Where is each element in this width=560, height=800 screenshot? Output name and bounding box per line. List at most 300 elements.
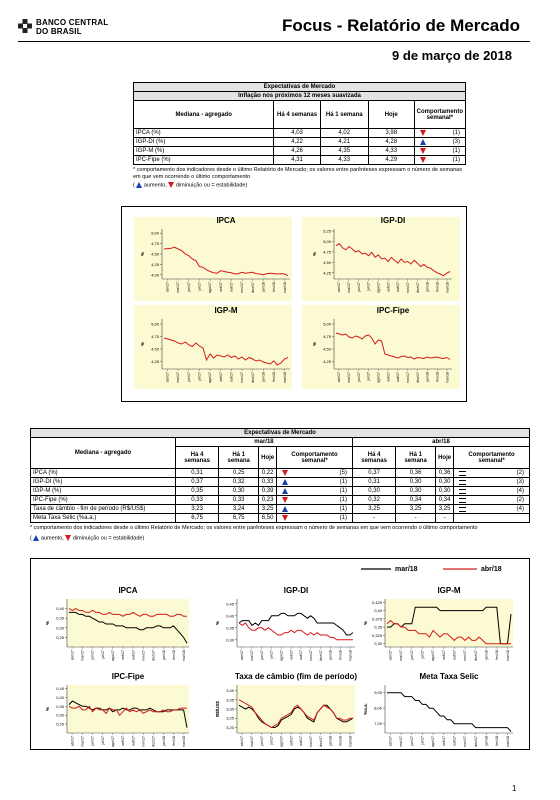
weekly-behavior-abr <box>454 478 530 487</box>
y-tick-label: 4,50 <box>323 346 331 352</box>
x-tick-label: fev/18 <box>338 650 343 660</box>
weekly-behavior <box>414 147 465 156</box>
value-1w: 4,35 <box>320 147 368 156</box>
trend-count: (1) <box>452 148 460 154</box>
value-today-mar: 0,23 <box>259 496 277 505</box>
indicator-name: IPC-Fipe (%) <box>31 496 176 505</box>
value-today: 4,33 <box>368 147 414 156</box>
chart-tile-background <box>134 217 292 301</box>
chart-igp-m <box>363 586 513 661</box>
table-row <box>134 138 466 147</box>
y-tick-label: 5,25 <box>323 228 331 234</box>
down-triangle-icon <box>282 497 288 503</box>
chart-title: IPC-Fipe <box>111 672 145 681</box>
x-tick-label: jun/17 <box>90 650 95 660</box>
x-tick-label: mar/18 <box>348 736 353 748</box>
x-tick-label: mar/18 <box>505 736 510 748</box>
trend-count: (1) <box>339 479 347 485</box>
value-1w-abr: 0,36 <box>396 469 436 478</box>
value-today-mar: 0,33 <box>259 478 277 487</box>
indicator-name: IGP-M (%) <box>31 487 176 496</box>
x-tick-label: set/17 <box>441 736 446 746</box>
x-tick-label: jul/17 <box>420 736 425 745</box>
up-triangle-icon <box>282 506 288 512</box>
indicator-name: Meta Taxa Selic (%a.a.) <box>31 514 176 523</box>
x-tick-label: ago/17 <box>110 650 115 661</box>
report-title: Focus - Relatório de Mercado <box>281 16 520 35</box>
logo-line2: DO BRASIL <box>36 27 82 36</box>
x-tick-label: set/17 <box>218 282 223 292</box>
chart-title: Meta Taxa Selic <box>419 672 479 681</box>
table2-period1: mar/18 <box>176 438 353 447</box>
weekly-behavior <box>414 129 465 138</box>
value-4w-mar: 0,33 <box>176 496 219 505</box>
value-4w-mar: 0,37 <box>176 478 219 487</box>
y-axis-label: % <box>45 706 50 712</box>
x-tick-label: out/17 <box>131 650 136 660</box>
weekly-behavior <box>414 138 465 147</box>
y-tick-label: 5,00 <box>151 230 159 236</box>
x-tick-label: mar/18 <box>348 650 353 662</box>
table1-footnote: * comportamento dos indicadores desde o último Relatório de Mercado; os valores entre parênteses expressam o número de semanas em que vem ocorrendo o último comportamento <box>133 167 462 180</box>
table2-col-4w-b: Há 4 semanas <box>352 447 395 469</box>
x-tick-label: abr/17 <box>70 650 75 661</box>
table-row <box>134 156 466 165</box>
x-tick-label: out/17 <box>396 282 401 292</box>
x-tick-label: nov/17 <box>141 736 146 747</box>
value-4w-mar: 3,23 <box>176 505 219 514</box>
x-tick-label: jan/18 <box>261 372 266 382</box>
y-tick-label: 4,50 <box>151 346 159 352</box>
table2-col-1w-a: Há 1 semana <box>219 447 259 469</box>
x-tick-label: jul/17 <box>197 372 202 381</box>
down-triangle-icon <box>65 535 71 541</box>
x-tick-label: fev/18 <box>272 282 277 292</box>
x-tick-label: mai/17 <box>176 372 181 383</box>
equal-icon <box>459 471 466 476</box>
value-4w: 4,26 <box>274 147 320 156</box>
plot-background <box>67 685 189 733</box>
table1-col-label: Mediana - agregado <box>134 101 274 129</box>
trend-count: (2) <box>516 497 524 503</box>
y-tick-label: 4,75 <box>323 334 331 339</box>
inflation-12m-charts-panel <box>121 206 467 402</box>
x-tick-label: mar/18 <box>445 282 450 294</box>
value-1w-mar: 0,25 <box>219 469 259 478</box>
bcb-logo-icon <box>18 19 32 33</box>
y-tick-label: 0,30 <box>374 641 382 647</box>
trend-count: (2) <box>516 470 524 476</box>
x-tick-label: jan/18 <box>425 282 430 292</box>
x-tick-label: nov/17 <box>463 650 468 661</box>
table-row <box>134 147 466 156</box>
x-tick-label: jan/18 <box>484 650 489 660</box>
x-tick-label: out/17 <box>452 650 457 660</box>
value-today: 3,98 <box>368 129 414 138</box>
chart-title: Taxa de câmbio (fim de período) <box>234 672 358 681</box>
weekly-behavior-mar <box>277 487 353 496</box>
table1-col-behavior: Comportamento semanal* <box>414 101 465 129</box>
x-tick-label: jun/17 <box>409 650 414 660</box>
y-axis-label: % <box>140 251 145 257</box>
x-tick-label: set/17 <box>386 372 391 382</box>
down-triangle-icon <box>282 470 288 476</box>
y-axis-label: % <box>140 341 145 347</box>
y-tick-label: 0,35 <box>226 625 234 631</box>
table-row <box>134 129 466 138</box>
x-tick-label: jun/17 <box>356 282 361 292</box>
value-today-abr: - <box>436 514 454 523</box>
y-tick-label: 5,00 <box>323 239 331 244</box>
y-tick-label: 9,00 <box>374 690 382 696</box>
x-tick-label: dez/17 <box>415 282 420 293</box>
y-tick-label: 3,40 <box>226 688 234 694</box>
x-tick-label: fev/18 <box>495 736 500 746</box>
y-axis-label: % <box>312 251 317 257</box>
y-tick-label: 5,00 <box>323 321 331 327</box>
value-1w-mar: 0,32 <box>219 478 259 487</box>
x-tick-label: dez/17 <box>415 372 420 383</box>
x-tick-label: mai/17 <box>80 650 85 661</box>
x-tick-label: jul/17 <box>269 650 274 659</box>
chart-ipca <box>45 586 189 661</box>
weekly-behavior-mar <box>277 496 353 505</box>
x-tick-label: set/17 <box>441 650 446 660</box>
y-tick-label: 0,35 <box>56 703 64 709</box>
value-4w-mar: 0,35 <box>176 487 219 496</box>
down-triangle-icon <box>168 182 174 188</box>
weekly-behavior-mar <box>277 514 353 523</box>
x-tick-label: jul/17 <box>366 282 371 291</box>
chart-title: IPC-Fipe <box>376 306 410 315</box>
value-today-abr: 0,30 <box>436 478 454 487</box>
value-4w-abr: 0,30 <box>352 487 395 496</box>
weekly-behavior-abr <box>454 487 530 496</box>
y-tick-label: 4,25 <box>151 359 159 364</box>
value-1w-mar: 6,75 <box>219 514 259 523</box>
chart-taxa-de-c-mbio-fim-de-per-odo- <box>215 672 357 747</box>
monthly-charts <box>31 559 529 749</box>
x-tick-label: mai/17 <box>346 372 351 383</box>
trend-count: (1) <box>339 488 347 494</box>
chart-igp-di <box>215 586 355 661</box>
x-tick-label: jun/17 <box>409 736 414 746</box>
x-tick-label: ago/17 <box>208 282 213 293</box>
x-tick-label: mar/18 <box>282 282 287 294</box>
trend-count: (1) <box>452 130 460 136</box>
table-row <box>31 478 530 487</box>
value-1w-abr: 3,25 <box>396 505 436 514</box>
value-today-abr: 3,25 <box>436 505 454 514</box>
weekly-behavior-mar <box>277 478 353 487</box>
value-today-abr: 0,30 <box>436 487 454 496</box>
x-tick-label: nov/17 <box>405 372 410 383</box>
x-tick-label: nov/17 <box>308 736 313 747</box>
equal-icon <box>459 480 466 485</box>
table-row <box>31 496 530 505</box>
x-tick-label: jul/17 <box>366 372 371 381</box>
value-today-mar: 0,39 <box>259 487 277 496</box>
x-tick-label: jul/17 <box>420 650 425 659</box>
x-tick-label: nov/17 <box>240 282 245 293</box>
y-tick-label: 0,40 <box>226 613 234 619</box>
x-tick-label: dez/17 <box>473 736 478 747</box>
x-tick-label: abr/17 <box>388 736 393 747</box>
x-tick-label: mai/17 <box>399 650 404 661</box>
trend-count: (1) <box>339 506 347 512</box>
x-tick-label: fev/18 <box>272 372 277 382</box>
legend-open: ( <box>133 182 135 189</box>
x-tick-label: mar/18 <box>505 650 510 662</box>
value-4w: 4,31 <box>274 156 320 165</box>
chart-title: IGP-M <box>214 306 238 315</box>
table1-col-1w: Há 1 semana <box>320 101 368 129</box>
trend-count: (5) <box>339 470 347 476</box>
x-tick-label: mar/18 <box>445 372 450 384</box>
y-tick-label: 0,425 <box>371 599 382 605</box>
x-tick-label: abr/17 <box>165 282 170 293</box>
y-tick-label: 0,375 <box>371 616 382 622</box>
table2-col-today-b: Hoje <box>436 447 454 469</box>
monthly-expectations-table <box>30 428 530 523</box>
value-4w-abr: 0,32 <box>352 496 395 505</box>
legend-eq: = estabilidade) <box>211 182 248 189</box>
value-1w-abr: 0,34 <box>396 496 436 505</box>
x-tick-label: jan/18 <box>328 650 333 660</box>
table2-col-label: Mediana - agregado <box>31 438 176 469</box>
y-axis-label: % <box>363 620 368 626</box>
x-tick-label: fev/18 <box>171 650 176 660</box>
table1-subtitle: Inflação nos próximos 12 meses suavizada <box>134 92 466 101</box>
x-tick-label: mai/17 <box>249 736 254 747</box>
legend-up: aumento, <box>40 535 64 542</box>
x-tick-label: fev/18 <box>435 282 440 292</box>
chart-ipc-fipe <box>45 672 189 747</box>
chart-title: IGP-DI <box>380 216 406 225</box>
x-tick-label: mai/17 <box>80 736 85 747</box>
x-tick-label: set/17 <box>289 736 294 746</box>
x-tick-label: jun/17 <box>90 736 95 746</box>
plot-background <box>237 685 355 733</box>
trend-count: (4) <box>516 506 524 512</box>
x-tick-label: nov/17 <box>463 736 468 747</box>
x-tick-label: ago/17 <box>376 372 381 383</box>
x-tick-label: jun/17 <box>259 650 264 660</box>
report-date: 9 de março de 2018 <box>392 48 512 63</box>
x-tick-label: out/17 <box>229 372 234 382</box>
x-tick-label: dez/17 <box>151 650 156 661</box>
chart-title: IPCA <box>216 216 236 225</box>
y-tick-label: 0,40 <box>374 608 382 614</box>
header-rule <box>18 41 530 42</box>
x-tick-label: mai/17 <box>249 650 254 661</box>
y-tick-label: 4,75 <box>151 241 159 247</box>
table1-col-today: Hoje <box>368 101 414 129</box>
x-tick-label: out/17 <box>299 650 304 660</box>
y-tick-label: 0,25 <box>56 721 64 727</box>
y-tick-label: 4,00 <box>151 272 159 278</box>
legend-eq: = estabilidade) <box>108 535 145 542</box>
x-tick-label: ago/17 <box>110 736 115 747</box>
value-today-abr: 0,34 <box>436 496 454 505</box>
x-tick-label: set/17 <box>386 282 391 292</box>
indicator-name: IPCA (%) <box>31 469 176 478</box>
value-4w-abr: 3,25 <box>352 505 395 514</box>
value-4w-mar: 0,31 <box>176 469 219 478</box>
table1-title: Expectativas de Mercado <box>134 83 466 92</box>
legend-open: ( <box>30 535 32 542</box>
y-axis-label: %a.a. <box>363 703 368 715</box>
x-tick-label: jun/17 <box>186 372 191 382</box>
x-tick-label: abr/17 <box>165 372 170 383</box>
trend-count: (1) <box>452 157 460 163</box>
value-4w: 4,03 <box>274 129 320 138</box>
x-tick-label: dez/17 <box>151 736 156 747</box>
x-tick-label: nov/17 <box>308 650 313 661</box>
x-tick-label: jun/17 <box>259 736 264 746</box>
page-number: 1 <box>512 784 517 793</box>
x-tick-label: set/17 <box>218 372 223 382</box>
weekly-behavior-abr <box>454 514 530 523</box>
y-tick-label: 5,00 <box>151 321 159 327</box>
weekly-behavior-mar <box>277 505 353 514</box>
value-1w-mar: 0,33 <box>219 496 259 505</box>
chart-meta-taxa-selic <box>363 672 513 747</box>
x-tick-label: abr/17 <box>337 282 342 293</box>
trend-count: (1) <box>339 515 347 521</box>
x-tick-label: mai/17 <box>399 736 404 747</box>
x-tick-label: mai/17 <box>346 282 351 293</box>
table1-legend <box>133 182 468 189</box>
value-1w: 4,21 <box>320 138 368 147</box>
x-tick-label: dez/17 <box>250 282 255 293</box>
table2-footnote: * comportamento dos indicadores desde o último Relatório de Mercado; os valores entre parênteses expressam o número de semanas em que vem ocorrendo o último comportamento <box>30 525 478 531</box>
x-tick-label: fev/18 <box>495 650 500 660</box>
x-tick-label: out/17 <box>299 736 304 746</box>
x-tick-label: ago/17 <box>279 650 284 661</box>
trend-count: (3) <box>516 479 524 485</box>
x-tick-label: abr/17 <box>388 650 393 661</box>
chart-title: IPCA <box>118 586 138 595</box>
value-1w-abr: 0,30 <box>396 487 436 496</box>
x-tick-label: fev/18 <box>171 736 176 746</box>
table-row <box>31 487 530 496</box>
x-tick-label: jan/18 <box>261 282 266 292</box>
inflation-12m-charts <box>122 207 466 401</box>
x-tick-label: jul/17 <box>100 650 105 659</box>
x-tick-label: fev/18 <box>338 736 343 746</box>
up-triangle-icon <box>282 488 288 494</box>
value-today-mar: 0,22 <box>259 469 277 478</box>
value-1w-abr: 0,30 <box>396 478 436 487</box>
x-tick-label: nov/17 <box>240 372 245 383</box>
x-tick-label: out/17 <box>131 736 136 746</box>
plot-background <box>385 599 513 647</box>
y-tick-label: 4,25 <box>151 261 159 267</box>
x-tick-label: ago/17 <box>279 736 284 747</box>
table1-wrapper <box>133 82 468 189</box>
logo-line1: BANCO CENTRAL <box>36 18 109 27</box>
table2-title: Expectativas de Mercado <box>31 429 530 438</box>
x-tick-label: out/17 <box>229 282 234 292</box>
table2-col-behavior-a: Comportamento semanal* <box>277 447 353 469</box>
x-tick-label: out/17 <box>396 372 401 382</box>
x-tick-label: abr/17 <box>240 650 245 661</box>
y-tick-label: 0,40 <box>56 694 64 700</box>
x-tick-label: jan/18 <box>161 650 166 660</box>
x-tick-label: mar/18 <box>182 650 187 662</box>
up-triangle-icon <box>136 182 142 188</box>
y-tick-label: 4,75 <box>323 249 331 255</box>
table2-period2: abr/18 <box>352 438 529 447</box>
table2-col-behavior-b: Comportamento semanal* <box>454 447 530 469</box>
x-tick-label: ago/17 <box>376 282 381 293</box>
value-1w: 4,02 <box>320 129 368 138</box>
y-tick-label: 3,35 <box>226 697 234 703</box>
series-line <box>387 693 511 732</box>
y-tick-label: 4,25 <box>323 359 331 364</box>
value-today-mar: 3,25 <box>259 505 277 514</box>
x-tick-label: abr/17 <box>240 736 245 747</box>
x-tick-label: dez/17 <box>318 650 323 661</box>
table2-legend <box>30 535 530 542</box>
x-tick-label: ago/17 <box>431 736 436 747</box>
indicator-name: IGP-DI (%) <box>31 478 176 487</box>
y-tick-label: 0,30 <box>56 712 64 718</box>
y-tick-label: 0,45 <box>56 686 64 692</box>
down-triangle-icon <box>282 515 288 521</box>
x-tick-label: jun/17 <box>186 282 191 292</box>
inflation-12m-table <box>133 82 466 165</box>
y-axis-label: % <box>312 341 317 347</box>
legend-down: diminuição ou <box>72 535 107 542</box>
value-today-mar: 6,50 <box>259 514 277 523</box>
indicator-name: IGP-DI (%) <box>134 138 274 147</box>
weekly-behavior-mar <box>277 469 353 478</box>
indicator-name: Taxa de câmbio - fim de período (R$/US$) <box>31 505 176 514</box>
down-triangle-icon <box>420 130 426 136</box>
indicator-name: IPC-Fipe (%) <box>134 156 274 165</box>
x-tick-label: mar/18 <box>282 372 287 384</box>
value-4w-abr: 0,37 <box>352 469 395 478</box>
y-tick-label: 3,30 <box>226 706 234 712</box>
weekly-behavior <box>414 156 465 165</box>
x-tick-label: jan/18 <box>484 736 489 746</box>
x-tick-label: set/17 <box>289 650 294 660</box>
y-tick-label: 7,00 <box>374 721 382 727</box>
value-1w-mar: 0,30 <box>219 487 259 496</box>
equal-icon <box>459 489 466 494</box>
x-tick-label: abr/17 <box>337 372 342 383</box>
table-row <box>31 514 530 523</box>
value-4w-mar: 6,75 <box>176 514 219 523</box>
trend-count: (1) <box>339 497 347 503</box>
table2-wrapper <box>30 428 530 542</box>
value-today-abr: 0,36 <box>436 469 454 478</box>
x-tick-label: out/17 <box>452 736 457 746</box>
weekly-behavior-abr <box>454 496 530 505</box>
down-triangle-icon <box>420 157 426 163</box>
table2-col-1w-b: Há 1 semana <box>396 447 436 469</box>
y-axis-label: R$/US$ <box>215 701 220 717</box>
x-tick-label: ago/17 <box>431 650 436 661</box>
chart-title: IGP-M <box>437 586 461 595</box>
y-axis-label: % <box>45 620 50 626</box>
y-tick-label: 8,00 <box>374 705 382 711</box>
weekly-behavior-abr <box>454 505 530 514</box>
value-1w-mar: 3,24 <box>219 505 259 514</box>
chart-title: IGP-DI <box>283 586 309 595</box>
